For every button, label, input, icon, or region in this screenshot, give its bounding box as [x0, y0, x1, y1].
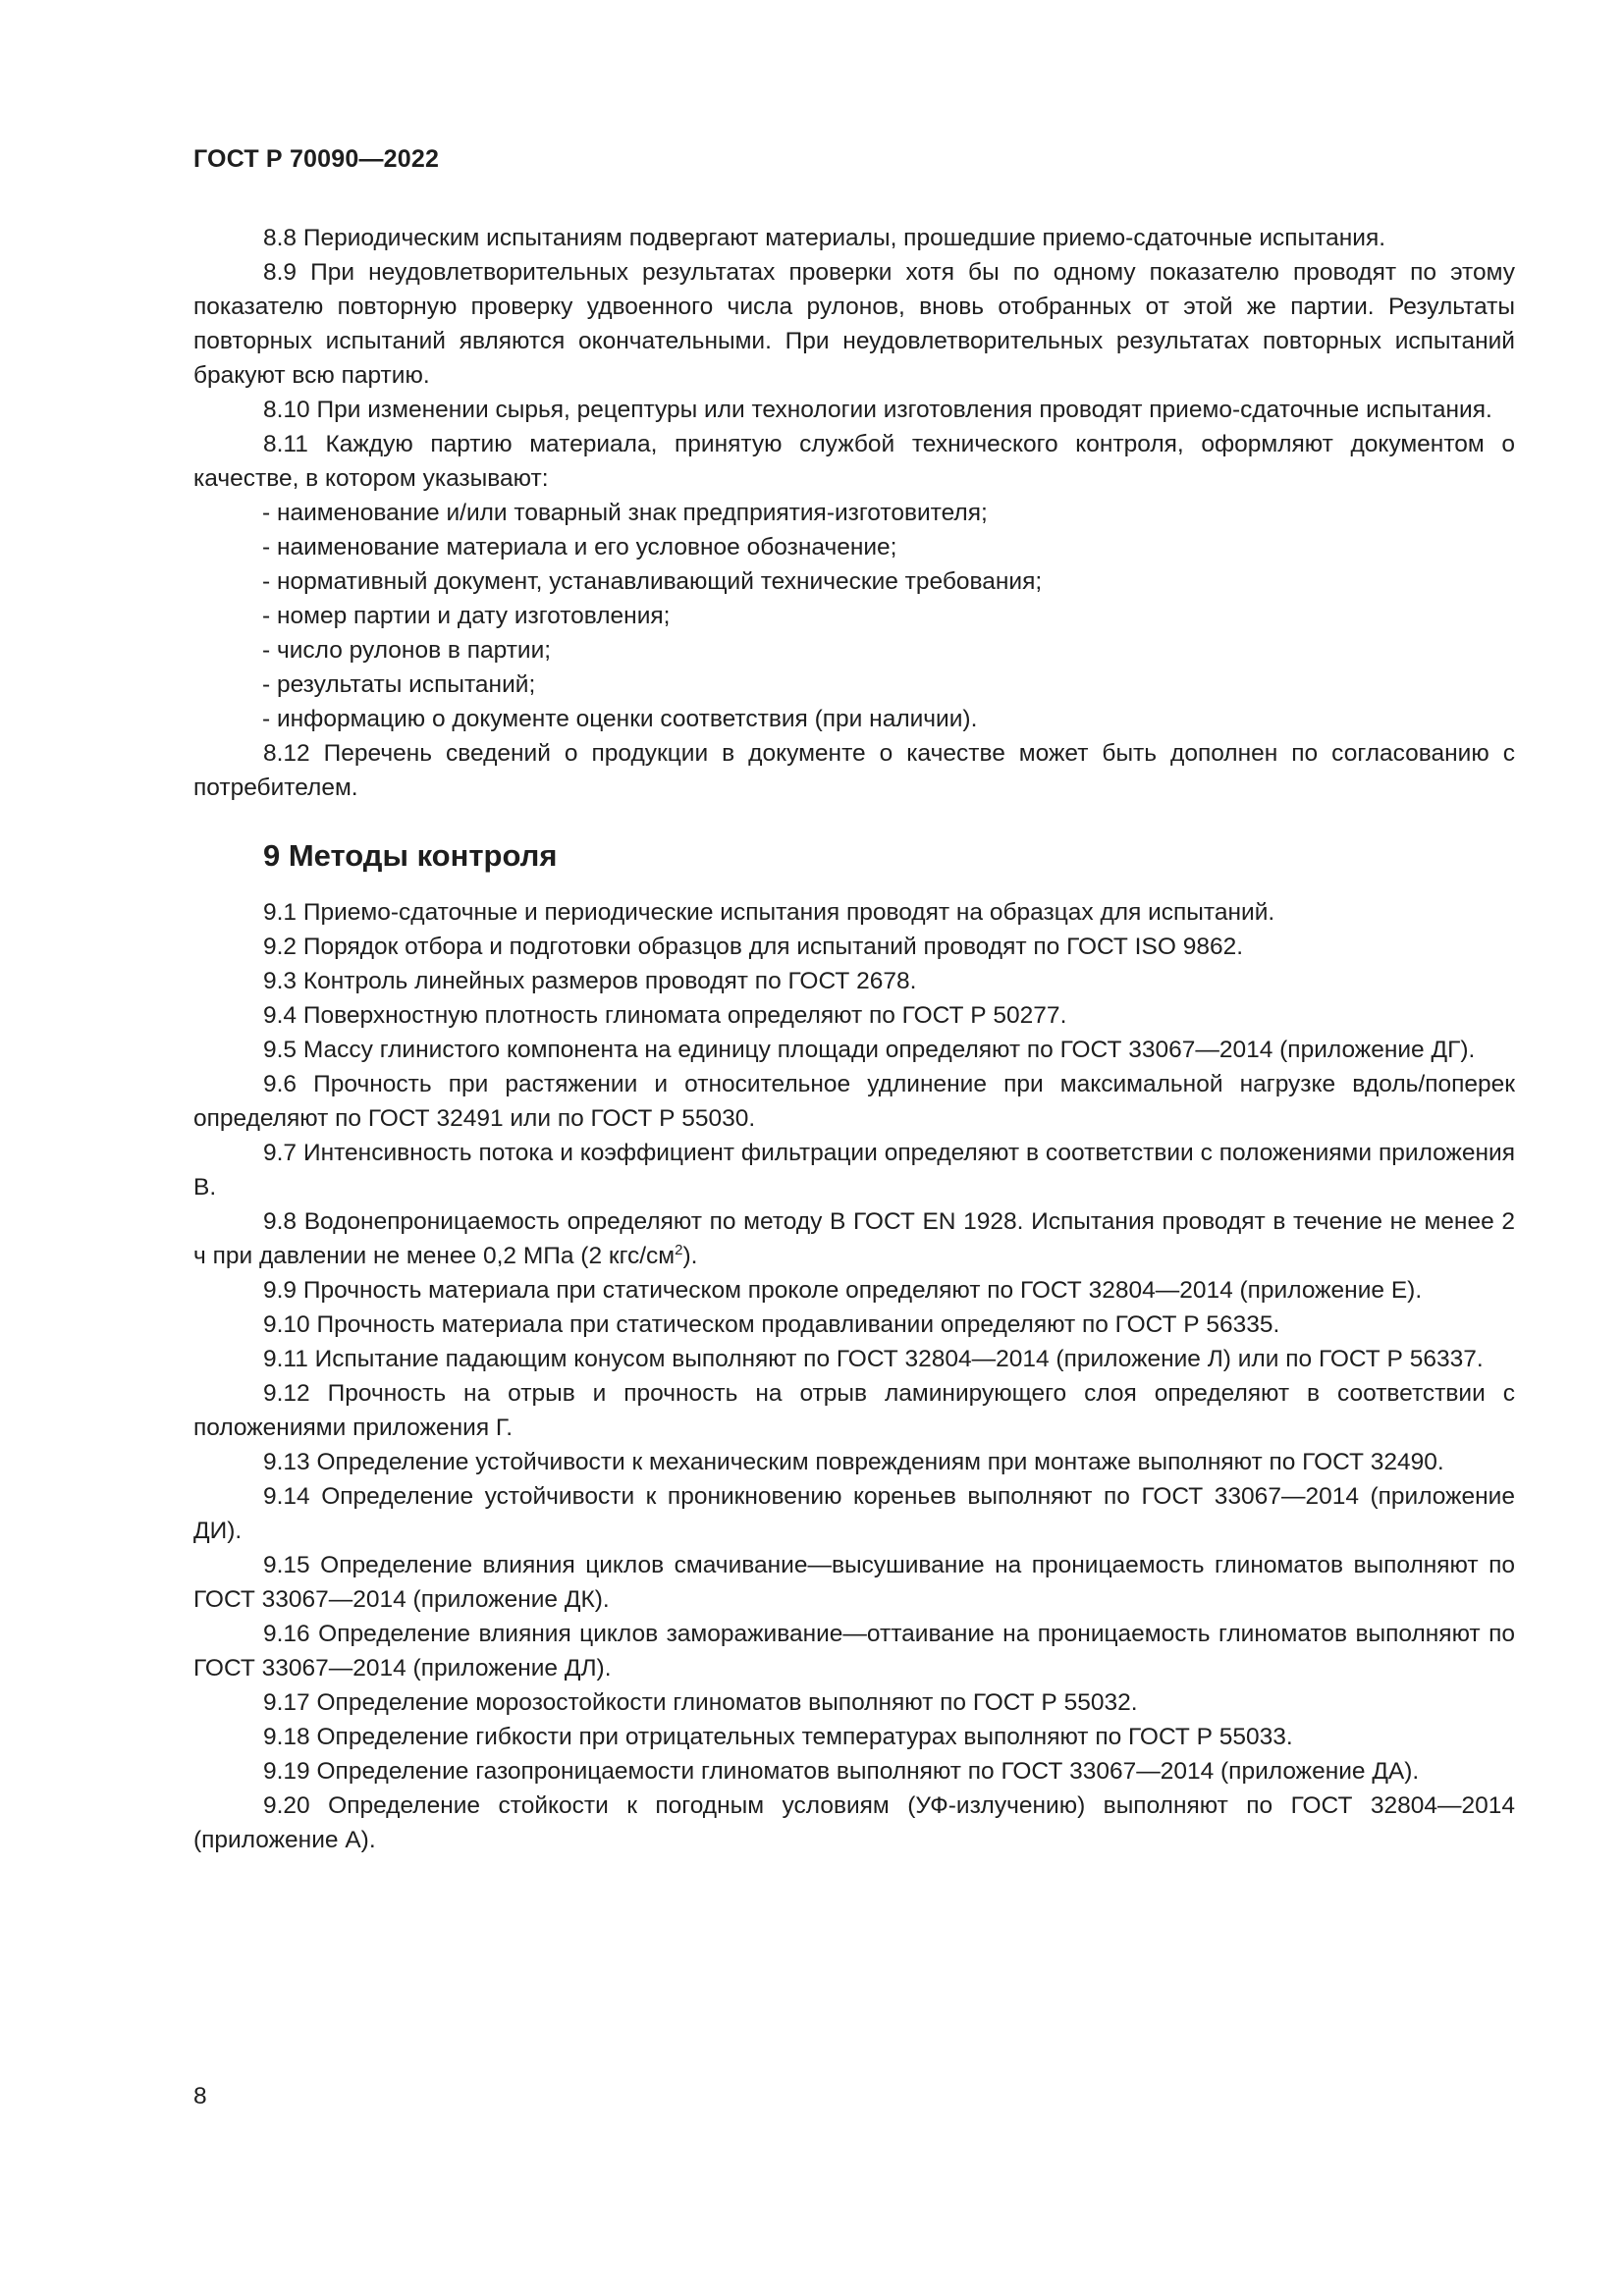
paragraph-9-12: 9.12 Прочность на отрыв и прочность на отрыв ламинирующего слоя определяют в соответствии с положениями приложения Г.: [193, 1380, 1515, 1441]
paragraph-9-6: 9.6 Прочность при растяжении и относительное удлинение при максимальной нагрузке вдоль/поперек определяют по ГОСТ 32491 или по ГОСТ Р 55030.: [193, 1071, 1515, 1132]
paragraph-9-8-text: 9.8 Водонепроницаемость определяют по методу В ГОСТ EN 1928. Испытания проводят в течение не менее 2 ч при давлении не менее 0,2 МПа (2 кгс/см: [193, 1208, 1515, 1269]
paragraph-8-10: 8.10 При изменении сырья, рецептуры или технологии изготовления проводят приемо-сдаточные испытания.: [263, 397, 1492, 423]
section-9-title: 9 Методы контроля: [263, 838, 558, 873]
paragraph-9-20: 9.20 Определение стойкости к погодным условиям (УФ-излучению) выполняют по ГОСТ 32804—2014 (приложение А).: [193, 1792, 1515, 1853]
list-item: - нормативный документ, устанавливающий технические требования;: [262, 568, 1043, 595]
paragraph-9-18: 9.18 Определение гибкости при отрицательных температурах выполняют по ГОСТ Р 55033.: [263, 1724, 1293, 1750]
paragraph-9-1: 9.1 Приемо-сдаточные и периодические испытания проводят на образцах для испытаний.: [263, 899, 1275, 926]
document-body: [193, 221, 1515, 1857]
paragraph-9-4: 9.4 Поверхностную плотность глиномата определяют по ГОСТ Р 50277.: [263, 1002, 1067, 1029]
paragraph-9-11: 9.11 Испытание падающим конусом выполняют по ГОСТ 32804—2014 (приложение Л) или по ГОСТ Р 56337.: [263, 1346, 1484, 1372]
paragraph-9-8: [193, 1204, 1515, 1273]
paragraph-9-17: 9.17 Определение морозостойкости глиноматов выполняют по ГОСТ Р 55032.: [263, 1689, 1138, 1716]
list-item: - число рулонов в партии;: [262, 637, 552, 664]
paragraph-8-8: 8.8 Периодическим испытаниям подвергают материалы, прошедшие приемо-сдаточные испытания.: [263, 225, 1386, 251]
paragraph-9-15: 9.15 Определение влияния циклов смачивание—высушивание на проницаемость глиноматов выполняют по ГОСТ 33067—2014 (приложение ДК).: [193, 1552, 1515, 1613]
paragraph-9-8-end: ).: [682, 1243, 698, 1269]
quality-document-list: [193, 496, 1515, 736]
paragraph-9-2: 9.2 Порядок отбора и подготовки образцов для испытаний проводят по ГОСТ ISO 9862.: [263, 934, 1244, 960]
paragraph-8-12: 8.12 Перечень сведений о продукции в документе о качестве может быть дополнен по согласованию с потребителем.: [193, 740, 1515, 801]
list-item: - результаты испытаний;: [262, 671, 536, 698]
list-item: - наименование материала и его условное обозначение;: [262, 534, 897, 561]
list-item: - наименование и/или товарный знак предприятия-изготовителя;: [262, 500, 988, 526]
list-item: - информацию о документе оценки соответствия (при наличии).: [262, 706, 978, 732]
paragraph-8-11: 8.11 Каждую партию материала, принятую службой технического контроля, оформляют документом о качестве, в котором указывают:: [193, 431, 1515, 492]
paragraph-9-5: 9.5 Массу глинистого компонента на единицу площади определяют по ГОСТ 33067—2014 (приложение ДГ).: [263, 1037, 1476, 1063]
document-header: ГОСТ Р 70090—2022: [193, 145, 440, 173]
page-number: 8: [193, 2083, 207, 2109]
paragraph-9-10: 9.10 Прочность материала при статическом продавливании определяют по ГОСТ Р 56335.: [263, 1311, 1280, 1338]
paragraph-9-13: 9.13 Определение устойчивости к механическим повреждениям при монтаже выполняют по ГОСТ 32490.: [263, 1449, 1444, 1475]
paragraph-9-19: 9.19 Определение газопроницаемости глиноматов выполняют по ГОСТ 33067—2014 (приложение ДА).: [263, 1758, 1420, 1785]
paragraph-9-3: 9.3 Контроль линейных размеров проводят по ГОСТ 2678.: [263, 968, 917, 994]
superscript-2: 2: [675, 1241, 683, 1258]
list-item: - номер партии и дату изготовления;: [262, 603, 671, 629]
paragraph-8-9: 8.9 При неудовлетворительных результатах проверки хотя бы по одному показателю проводят по этому показателю повторную проверку удвоенного числа рулонов, вновь отобранных от этой же партии. Результаты повторных испытаний являются окончательными. При неудовлетворительных результатах повторных испытаний бракуют всю партию.: [193, 259, 1515, 389]
paragraph-9-16: 9.16 Определение влияния циклов замораживание—оттаивание на проницаемость глиноматов выполняют по ГОСТ 33067—2014 (приложение ДЛ).: [193, 1621, 1515, 1682]
paragraph-9-14: 9.14 Определение устойчивости к проникновению кореньев выполняют по ГОСТ 33067—2014 (приложение ДИ).: [193, 1483, 1515, 1544]
paragraph-9-9: 9.9 Прочность материала при статическом проколе определяют по ГОСТ 32804—2014 (приложение Е).: [263, 1277, 1423, 1304]
paragraph-9-7: 9.7 Интенсивность потока и коэффициент фильтрации определяют в соответствии с положениями приложения В.: [193, 1140, 1515, 1201]
